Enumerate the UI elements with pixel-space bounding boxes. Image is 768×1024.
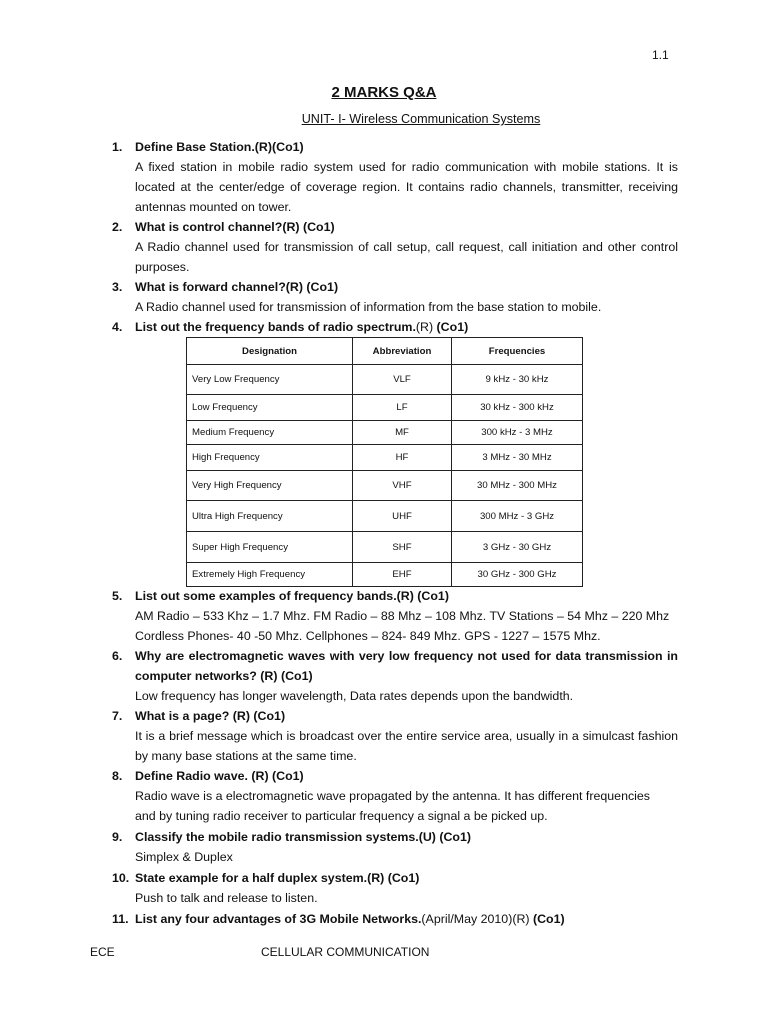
table-row [187, 365, 583, 395]
table-row [187, 563, 583, 587]
column-header: Abbreviation [353, 338, 452, 365]
qa-item-1 [112, 137, 678, 217]
table-cell: High Frequency [187, 445, 353, 471]
question-number: 3. [112, 280, 123, 294]
table-cell: Extremely High Frequency [187, 563, 353, 587]
question-number: 9. [112, 830, 123, 844]
question-text: List any four advantages of 3G Mobile Networks. [135, 912, 422, 926]
question-text: Define Base Station.(R)(Co1) [135, 140, 304, 154]
qa-item-11 [112, 909, 678, 929]
answer-text: Push to talk and release to listen. [135, 891, 318, 905]
page-title: 2 MARKS Q&A [331, 84, 437, 101]
table-header-row [187, 338, 583, 365]
question-number: 7. [112, 709, 123, 723]
question-text: State example for a half duplex system.(R) (Co1) [135, 871, 420, 885]
unit-subtitle: UNIT- I- Wireless Communication Systems [301, 112, 541, 126]
qa-item-9 [112, 827, 678, 867]
question-text: Define Radio wave. (R) (Co1) [135, 769, 304, 783]
footer-subject: CELLULAR COMMUNICATION [261, 945, 430, 959]
answer-text: Simplex & Duplex [135, 850, 233, 864]
table-cell: Ultra High Frequency [187, 501, 353, 532]
answer-line: Radio wave is a electromagnetic wave propagated by the antenna. It has different frequencies [135, 789, 650, 803]
qa-item-8 [112, 766, 678, 826]
qa-item-4 [112, 317, 678, 337]
question-number: 4. [112, 320, 123, 334]
question-number: 5. [112, 589, 123, 603]
question-number: 1. [112, 140, 123, 154]
answer-line: and by tuning radio receiver to particular frequency a signal a be picked up. [135, 809, 548, 823]
table-row [187, 501, 583, 532]
table-cell: 30 kHz - 300 kHz [452, 395, 583, 421]
table-cell: Medium Frequency [187, 421, 353, 445]
question-text: List out some examples of frequency bands.(R) (Co1) [135, 589, 449, 603]
answer-line: AM Radio – 533 Khz – 1.7 Mhz. FM Radio – 88 Mhz – 108 Mhz. TV Stations – 54 Mhz – 220 Mhz [135, 609, 670, 623]
footer-department: ECE [90, 945, 115, 959]
table-cell: 3 MHz - 30 MHz [452, 445, 583, 471]
question-number: 10. [112, 871, 130, 885]
table-cell: SHF [353, 532, 452, 563]
question-co-tag: (Co1) [436, 320, 469, 334]
qa-item-5 [112, 586, 678, 646]
frequency-bands-table [186, 337, 583, 587]
question-text: List out the frequency bands of radio spectrum. [135, 320, 416, 334]
table-row [187, 532, 583, 563]
answer-text: Low frequency has longer wavelength, Data rates depends upon the bandwidth. [135, 689, 574, 703]
question-number: 6. [112, 649, 123, 663]
question-tag: (April/May 2010)(R) [421, 912, 530, 926]
column-header: Frequencies [452, 338, 583, 365]
table-cell: Super High Frequency [187, 532, 353, 563]
answer-text: A Radio channel used for transmission of call setup, call request, call initiation and other control purposes. [135, 240, 678, 274]
table-row [187, 421, 583, 445]
table-cell: MF [353, 421, 452, 445]
table-cell: 3 GHz - 30 GHz [452, 532, 583, 563]
table-cell: Low Frequency [187, 395, 353, 421]
table-cell: Very Low Frequency [187, 365, 353, 395]
question-text: What is forward channel?(R) (Co1) [135, 280, 339, 294]
table-cell: VLF [353, 365, 452, 395]
table-cell: 30 MHz - 300 MHz [452, 471, 583, 501]
question-text: What is control channel?(R) (Co1) [135, 220, 335, 234]
answer-line: Cordless Phones- 40 -50 Mhz. Cellphones – 824- 849 Mhz. GPS - 1227 – 1575 Mhz. [135, 629, 601, 643]
table-cell: Very High Frequency [187, 471, 353, 501]
table-cell: 9 kHz - 30 kHz [452, 365, 583, 395]
table-row [187, 445, 583, 471]
table-cell: LF [353, 395, 452, 421]
question-text: What is a page? (R) (Co1) [135, 709, 286, 723]
answer-text: A fixed station in mobile radio system used for radio communication with mobile stations. It is located at the center/edge of coverage region. It contains radio channels, transmitter, receiving antennas mounted on tower. [135, 160, 678, 214]
table-cell: UHF [353, 501, 452, 532]
question-tag: (R) [415, 320, 434, 334]
table-cell: 30 GHz - 300 GHz [452, 563, 583, 587]
answer-text: It is a brief message which is broadcast over the entire service area, usually in a simulcast fashion by many base stations at the same time. [135, 729, 678, 763]
qa-item-3 [112, 277, 678, 317]
question-number: 8. [112, 769, 123, 783]
question-text: Classify the mobile radio transmission systems.(U) (Co1) [135, 830, 472, 844]
column-header: Designation [187, 338, 353, 365]
question-co-tag: (Co1) [532, 912, 565, 926]
page-number: 1.1 [652, 48, 669, 62]
qa-item-7 [112, 706, 678, 766]
table-cell: EHF [353, 563, 452, 587]
answer-text: A Radio channel used for transmission of information from the base station to mobile. [135, 300, 602, 314]
qa-item-10 [112, 868, 678, 908]
table-cell: 300 kHz - 3 MHz [452, 421, 583, 445]
qa-item-6 [112, 646, 678, 706]
qa-item-2 [112, 217, 678, 277]
question-text: Why are electromagnetic waves with very low frequency not used for data transmission in computer networks? (R) (Co1) [135, 649, 678, 683]
table-row [187, 471, 583, 501]
table-cell: 300 MHz - 3 GHz [452, 501, 583, 532]
question-number: 2. [112, 220, 123, 234]
table-row [187, 395, 583, 421]
question-number: 11. [112, 912, 129, 926]
table-cell: VHF [353, 471, 452, 501]
table-cell: HF [353, 445, 452, 471]
